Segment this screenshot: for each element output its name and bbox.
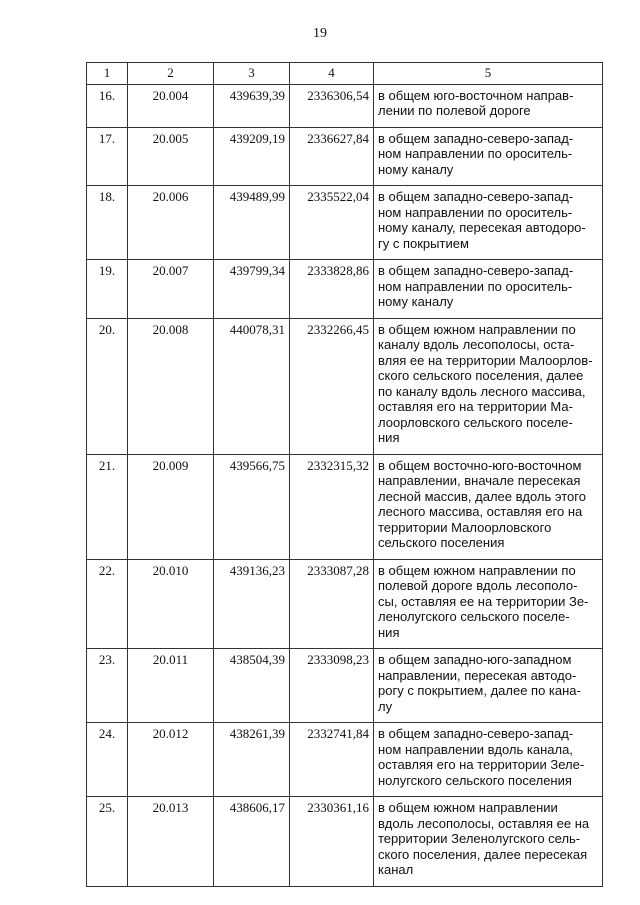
description-cell <box>374 127 603 186</box>
description-line: ния <box>378 430 400 445</box>
coordinate-x-cell: 439639,39 <box>214 84 290 127</box>
description-line: оставляя его на территории Зеле- <box>378 757 585 772</box>
description-line: сы, оставляя ее на территории Зе- <box>378 593 589 609</box>
description-line: ния <box>378 624 400 640</box>
description-cell <box>374 84 603 127</box>
description-line: в общем восточно-юго-восточном <box>378 457 582 473</box>
row-number-cell: 24. <box>87 723 128 797</box>
row-number-cell: 19. <box>87 260 128 319</box>
description-line: в общем южном направлении <box>378 800 558 815</box>
coordinate-y-cell: 2335522,04 <box>290 186 374 260</box>
column-header-4: 4 <box>290 63 374 85</box>
row-number-cell: 25. <box>87 797 128 887</box>
point-code-cell: 20.004 <box>128 84 214 127</box>
description-line: ном направлении по ороситель- <box>378 146 573 161</box>
description-line: вляя ее на территории Малоорлов- <box>378 352 593 368</box>
coordinate-y-cell: 2332741,84 <box>290 723 374 797</box>
description-line: полевой дороге вдоль лесополо- <box>378 578 578 593</box>
point-code-cell: 20.009 <box>128 454 214 559</box>
description-line: ном направлении по ороситель- <box>378 278 573 294</box>
description-line: территории Зеленолугского сель- <box>378 831 581 846</box>
coordinate-y-cell: 2330361,16 <box>290 797 374 887</box>
description-line: ному каналу <box>378 294 454 309</box>
description-line: в общем западно-юго-западном <box>378 652 572 667</box>
table-row <box>87 260 603 319</box>
row-number-cell: 17. <box>87 127 128 186</box>
column-header-5: 5 <box>374 63 603 85</box>
description-line: ном направлении вдоль канала, <box>378 741 573 757</box>
description-line: лесной массив, далее вдоль этого <box>378 488 586 504</box>
description-cell <box>374 454 603 559</box>
coordinate-y-cell: 2332315,32 <box>290 454 374 559</box>
point-code-cell: 20.010 <box>128 559 214 649</box>
coordinate-x-cell: 440078,31 <box>214 318 290 454</box>
point-code-cell: 20.011 <box>128 649 214 723</box>
coordinate-y-cell: 2333828,86 <box>290 260 374 319</box>
coordinate-y-cell: 2333098,23 <box>290 649 374 723</box>
table-row <box>87 127 603 186</box>
description-line: оставляя его на территории Ма- <box>378 399 573 414</box>
description-line: канал <box>378 862 414 877</box>
description-line: ному каналу, пересекая автодоро- <box>378 220 586 235</box>
description-cell <box>374 260 603 319</box>
description-line: направлении, вначале пересекая <box>378 473 581 488</box>
coordinate-x-cell: 439489,99 <box>214 186 290 260</box>
description-line: ского поселения, далее пересекая <box>378 846 588 862</box>
description-line: вдоль лесополосы, оставляя ее на <box>378 815 590 831</box>
table-row <box>87 723 603 797</box>
description-cell <box>374 186 603 260</box>
description-line: лении по полевой дороге <box>378 103 531 118</box>
description-line: ского сельского поселения, далее <box>378 368 584 383</box>
description-line: лоорловского сельского поселе- <box>378 414 573 430</box>
row-number-cell: 23. <box>87 649 128 723</box>
row-number-cell: 22. <box>87 559 128 649</box>
table-row <box>87 559 603 649</box>
page-number: 19 <box>313 26 327 41</box>
table-row <box>87 797 603 887</box>
column-header-3: 3 <box>214 63 290 85</box>
coordinate-y-cell: 2336306,54 <box>290 84 374 127</box>
table-row <box>87 454 603 559</box>
coordinate-y-cell: 2332266,45 <box>290 318 374 454</box>
coordinate-x-cell: 439209,19 <box>214 127 290 186</box>
row-number-cell: 20. <box>87 318 128 454</box>
description-line: в общем западно-северо-запад- <box>378 189 574 204</box>
coordinate-x-cell: 439566,75 <box>214 454 290 559</box>
point-code-cell: 20.008 <box>128 318 214 454</box>
description-line: каналу вдоль лесополосы, оста- <box>378 337 575 352</box>
description-line: гу с покрытием <box>378 235 469 251</box>
table-row <box>87 186 603 260</box>
point-code-cell: 20.005 <box>128 127 214 186</box>
description-line: в общем южном направлении по <box>378 562 576 578</box>
description-line: ному каналу <box>378 161 454 177</box>
description-line: в общем юго-восточном направ- <box>378 87 574 103</box>
coordinate-x-cell: 439799,34 <box>214 260 290 319</box>
description-line: ном направлении по ороситель- <box>378 204 573 220</box>
table-row <box>87 318 603 454</box>
table-row <box>87 84 603 127</box>
description-cell <box>374 649 603 723</box>
description-line: сельского поселения <box>378 535 505 550</box>
coordinate-x-cell: 439136,23 <box>214 559 290 649</box>
point-code-cell: 20.007 <box>128 260 214 319</box>
coordinate-x-cell: 438261,39 <box>214 723 290 797</box>
description-line: лесного массива, оставляя его на <box>378 504 583 519</box>
description-cell <box>374 559 603 649</box>
description-line: лу <box>378 698 393 714</box>
row-number-cell: 21. <box>87 454 128 559</box>
description-line: по каналу вдоль лесного массива, <box>378 383 586 399</box>
description-line: в общем западно-северо-запад- <box>378 263 574 278</box>
table-body <box>87 84 603 886</box>
column-header-1: 1 <box>87 63 128 85</box>
description-cell <box>374 797 603 887</box>
coordinate-y-cell: 2333087,28 <box>290 559 374 649</box>
coordinate-x-cell: 438606,17 <box>214 797 290 887</box>
description-line: территории Малоорловского <box>378 519 552 535</box>
description-line: в общем западно-северо-запад- <box>378 726 574 741</box>
table-row <box>87 649 603 723</box>
description-line: в общем южном направлении по <box>378 321 576 337</box>
description-cell <box>374 723 603 797</box>
description-line: рогу с покрытием, далее по кана- <box>378 683 581 698</box>
description-line: ленолугского сельского поселе- <box>378 609 570 624</box>
row-number-cell: 18. <box>87 186 128 260</box>
point-code-cell: 20.012 <box>128 723 214 797</box>
description-cell <box>374 318 603 454</box>
boundary-table <box>86 62 603 887</box>
point-code-cell: 20.006 <box>128 186 214 260</box>
coordinate-x-cell: 438504,39 <box>214 649 290 723</box>
row-number-cell: 16. <box>87 84 128 127</box>
column-header-2: 2 <box>128 63 214 85</box>
table-header-row <box>87 63 603 85</box>
point-code-cell: 20.013 <box>128 797 214 887</box>
description-line: нолугского сельского поселения <box>378 772 572 788</box>
coordinate-y-cell: 2336627,84 <box>290 127 374 186</box>
description-line: направлении, пересекая автодо- <box>378 667 577 683</box>
description-line: в общем западно-северо-запад- <box>378 130 574 146</box>
